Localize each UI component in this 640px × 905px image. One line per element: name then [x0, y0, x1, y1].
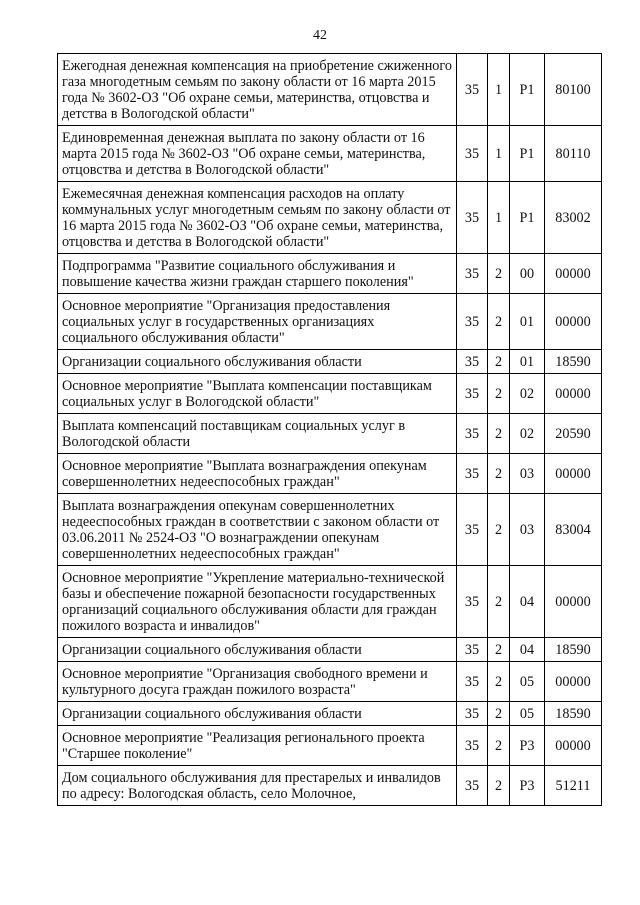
- direction-code-cell: 00000: [545, 454, 602, 494]
- program-code-cell: 35: [457, 726, 488, 766]
- activity-code-cell: 02: [510, 414, 545, 454]
- subprogram-code-cell: 2: [488, 638, 510, 662]
- program-code-cell: 35: [457, 566, 488, 638]
- subprogram-code-cell: 2: [488, 702, 510, 726]
- table-row: [58, 766, 602, 806]
- activity-code-cell: P1: [510, 54, 545, 126]
- row-description-cell: Основное мероприятие "Организация свободного времени и культурного досуга граждан пожилого возраста": [58, 662, 457, 702]
- program-code-cell: 35: [457, 54, 488, 126]
- row-description-cell: Ежегодная денежная компенсация на приобретение сжиженного газа многодетным семьям по закону области от 16 марта 2015 года № 3602-ОЗ "Об охране семьи, материнства, отцовства и детства в Вологодской области": [58, 54, 457, 126]
- table-row: [58, 374, 602, 414]
- program-code-cell: 35: [457, 494, 488, 566]
- table-row: [58, 254, 602, 294]
- activity-code-cell: 00: [510, 254, 545, 294]
- table-row: [58, 726, 602, 766]
- table-row: [58, 454, 602, 494]
- row-description-cell: Дом социального обслуживания для престарелых и инвалидов по адресу: Вологодская область, село Молочное,: [58, 766, 457, 806]
- activity-code-cell: P1: [510, 182, 545, 254]
- program-code-cell: 35: [457, 254, 488, 294]
- activity-code-cell: 04: [510, 638, 545, 662]
- subprogram-code-cell: 2: [488, 350, 510, 374]
- table-body: [58, 54, 602, 806]
- table-row: [58, 566, 602, 638]
- direction-code-cell: 00000: [545, 254, 602, 294]
- direction-code-cell: 18590: [545, 350, 602, 374]
- activity-code-cell: 03: [510, 454, 545, 494]
- row-description-cell: Основное мероприятие "Реализация регионального проекта "Старшее поколение": [58, 726, 457, 766]
- table-row: [58, 494, 602, 566]
- direction-code-cell: 18590: [545, 702, 602, 726]
- program-code-cell: 35: [457, 414, 488, 454]
- activity-code-cell: P3: [510, 726, 545, 766]
- subprogram-code-cell: 2: [488, 454, 510, 494]
- activity-code-cell: 04: [510, 566, 545, 638]
- row-description-cell: Организации социального обслуживания области: [58, 702, 457, 726]
- table-row: [58, 350, 602, 374]
- subprogram-code-cell: 1: [488, 182, 510, 254]
- table-row: [58, 54, 602, 126]
- activity-code-cell: 03: [510, 494, 545, 566]
- row-description-cell: Выплата вознаграждения опекунам совершеннолетних недееспособных граждан в соответствии с законом области от 03.06.2011 № 2524-ОЗ "О вознаграждении опекунам совершеннолетних недееспособных граждан": [58, 494, 457, 566]
- row-description-cell: Организации социального обслуживания области: [58, 350, 457, 374]
- subprogram-code-cell: 1: [488, 54, 510, 126]
- row-description-cell: Выплата компенсаций поставщикам социальных услуг в Вологодской области: [58, 414, 457, 454]
- row-description-cell: Основное мероприятие "Выплата компенсации поставщикам социальных услуг в Вологодской области": [58, 374, 457, 414]
- program-code-cell: 35: [457, 662, 488, 702]
- program-code-cell: 35: [457, 182, 488, 254]
- subprogram-code-cell: 2: [488, 254, 510, 294]
- direction-code-cell: 00000: [545, 726, 602, 766]
- table-row: [58, 702, 602, 726]
- direction-code-cell: 00000: [545, 294, 602, 350]
- program-code-cell: 35: [457, 766, 488, 806]
- direction-code-cell: 80110: [545, 126, 602, 182]
- subprogram-code-cell: 2: [488, 726, 510, 766]
- program-code-cell: 35: [457, 294, 488, 350]
- activity-code-cell: 01: [510, 294, 545, 350]
- program-code-cell: 35: [457, 702, 488, 726]
- direction-code-cell: 80100: [545, 54, 602, 126]
- table-row: [58, 126, 602, 182]
- subprogram-code-cell: 2: [488, 494, 510, 566]
- row-description-cell: Организации социального обслуживания области: [58, 638, 457, 662]
- subprogram-code-cell: 2: [488, 374, 510, 414]
- direction-code-cell: 00000: [545, 662, 602, 702]
- page-number: 42: [313, 28, 327, 43]
- activity-code-cell: P3: [510, 766, 545, 806]
- subprogram-code-cell: 1: [488, 126, 510, 182]
- subprogram-code-cell: 2: [488, 662, 510, 702]
- direction-code-cell: 18590: [545, 638, 602, 662]
- activity-code-cell: 02: [510, 374, 545, 414]
- row-description-cell: Ежемесячная денежная компенсация расходов на оплату коммунальных услуг многодетным семьям по закону области от 16 марта 2015 года № 3602-ОЗ "Об охране семьи, материнства, отцовства и детства в Вологодской области": [58, 182, 457, 254]
- direction-code-cell: 00000: [545, 374, 602, 414]
- table-row: [58, 294, 602, 350]
- direction-code-cell: 51211: [545, 766, 602, 806]
- activity-code-cell: 05: [510, 702, 545, 726]
- table-row: [58, 182, 602, 254]
- program-code-cell: 35: [457, 454, 488, 494]
- table-row: [58, 638, 602, 662]
- subprogram-code-cell: 2: [488, 414, 510, 454]
- subprogram-code-cell: 2: [488, 766, 510, 806]
- program-code-cell: 35: [457, 638, 488, 662]
- table-row: [58, 662, 602, 702]
- activity-code-cell: P1: [510, 126, 545, 182]
- row-description-cell: Основное мероприятие "Выплата вознаграждения опекунам совершеннолетних недееспособных граждан": [58, 454, 457, 494]
- subprogram-code-cell: 2: [488, 566, 510, 638]
- program-code-cell: 35: [457, 350, 488, 374]
- row-description-cell: Подпрограмма "Развитие социального обслуживания и повышение качества жизни граждан старшего поколения": [58, 254, 457, 294]
- table-row: [58, 414, 602, 454]
- direction-code-cell: 83002: [545, 182, 602, 254]
- row-description-cell: Основное мероприятие "Организация предоставления социальных услуг в государственных организациях социального обслуживания области": [58, 294, 457, 350]
- row-description-cell: Единовременная денежная выплата по закону области от 16 марта 2015 года № 3602-ОЗ "Об охране семьи, материнства, отцовства и детства в Вологодской области": [58, 126, 457, 182]
- direction-code-cell: 83004: [545, 494, 602, 566]
- activity-code-cell: 05: [510, 662, 545, 702]
- program-code-cell: 35: [457, 126, 488, 182]
- row-description-cell: Основное мероприятие "Укрепление материально-технической базы и обеспечение пожарной безопасности государственных организаций социального обслуживания области для граждан пожилого возраста и инвалидов": [58, 566, 457, 638]
- activity-code-cell: 01: [510, 350, 545, 374]
- direction-code-cell: 20590: [545, 414, 602, 454]
- program-code-cell: 35: [457, 374, 488, 414]
- direction-code-cell: 00000: [545, 566, 602, 638]
- subprogram-code-cell: 2: [488, 294, 510, 350]
- budget-classification-table: [57, 53, 602, 806]
